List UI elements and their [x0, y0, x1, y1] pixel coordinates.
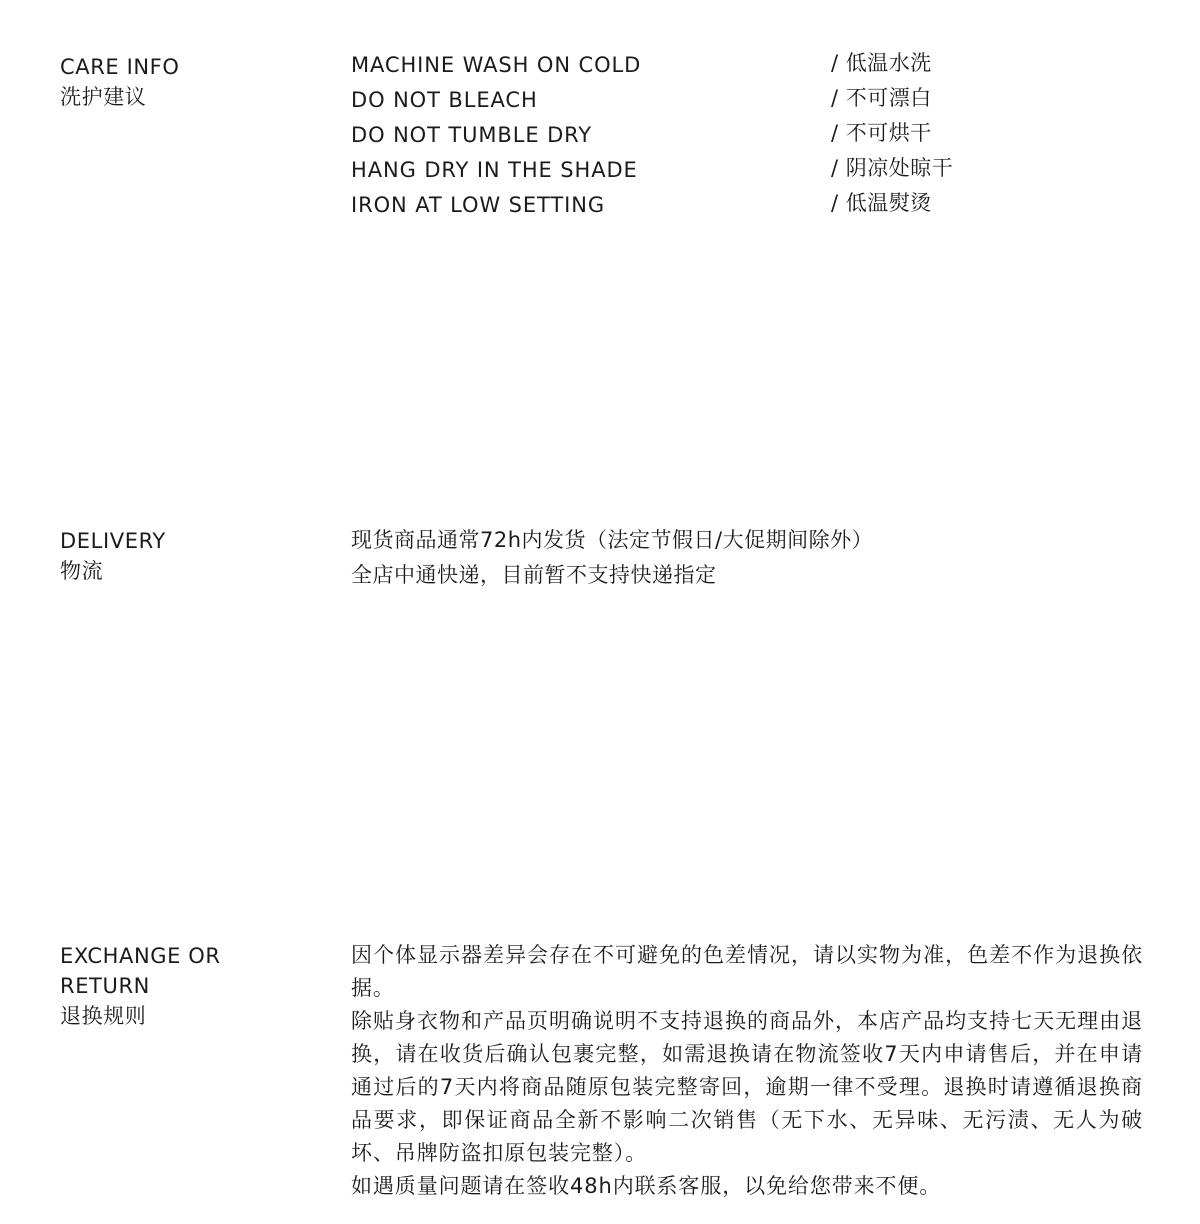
exchange-return-heading	[60, 941, 320, 1031]
care-instruction-zh: / 低温水洗	[831, 51, 932, 75]
exchange-return-policy	[351, 939, 1143, 1203]
delivery-heading	[60, 526, 320, 586]
care-instruction-zh: / 低温熨烫	[831, 191, 932, 215]
delivery-line: 全店中通快递，目前暂不支持快递指定	[351, 563, 717, 587]
care-instructions-list	[351, 52, 1151, 227]
delivery-label-zh: 物流	[60, 559, 104, 583]
care-instruction-en: DO NOT BLEACH	[351, 88, 538, 112]
policy-paragraph-seven-day-return: 除贴身衣物和产品页明确说明不支持退换的商品外，本店产品均支持七天无理由退换，请在收货后确认包裹完整，如需退换请在物流签收7天内申请售后，并在申请通过后的7天内将商品随原包装完整寄回，逾期一律不受理。退换时请遵循退换商品要求，即保证商品全新不影响二次销售（无下水、无异味、无污渍、无人为破坏、吊牌防盗扣原包装完整）。	[351, 1009, 1143, 1165]
care-instruction-en: IRON AT LOW SETTING	[351, 193, 606, 217]
care-instruction-item	[351, 122, 1151, 157]
care-instruction-item	[351, 87, 1151, 122]
care-instruction-en: MACHINE WASH ON COLD	[351, 53, 642, 77]
care-instruction-en: HANG DRY IN THE SHADE	[351, 158, 638, 182]
care-instruction-item	[351, 157, 1151, 192]
care-info-label-en: CARE INFO	[60, 55, 180, 79]
delivery-label-en: DELIVERY	[60, 529, 166, 553]
exchange-return-label-en: EXCHANGE OR RETURN	[60, 944, 221, 998]
care-instruction-zh: / 不可漂白	[831, 86, 932, 110]
care-instruction-zh: / 阴凉处晾干	[831, 156, 954, 180]
care-instruction-zh: / 不可烘干	[831, 121, 932, 145]
care-instruction-item	[351, 52, 1151, 87]
care-instruction-en: DO NOT TUMBLE DRY	[351, 123, 593, 147]
delivery-info	[351, 523, 1151, 593]
policy-paragraph-quality-issue: 如遇质量问题请在签收48h内联系客服，以免给您带来不便。	[351, 1174, 942, 1198]
policy-paragraph-color-difference: 因个体显示器差异会存在不可避免的色差情况，请以实物为准，色差不作为退换依据。	[351, 943, 1143, 1000]
care-instruction-item	[351, 192, 1151, 227]
delivery-line: 现货商品通常72h内发货（法定节假日/大促期间除外）	[351, 528, 874, 552]
exchange-return-label-zh: 退换规则	[60, 1004, 147, 1028]
care-info-heading	[60, 52, 320, 112]
care-info-label-zh: 洗护建议	[60, 85, 147, 109]
